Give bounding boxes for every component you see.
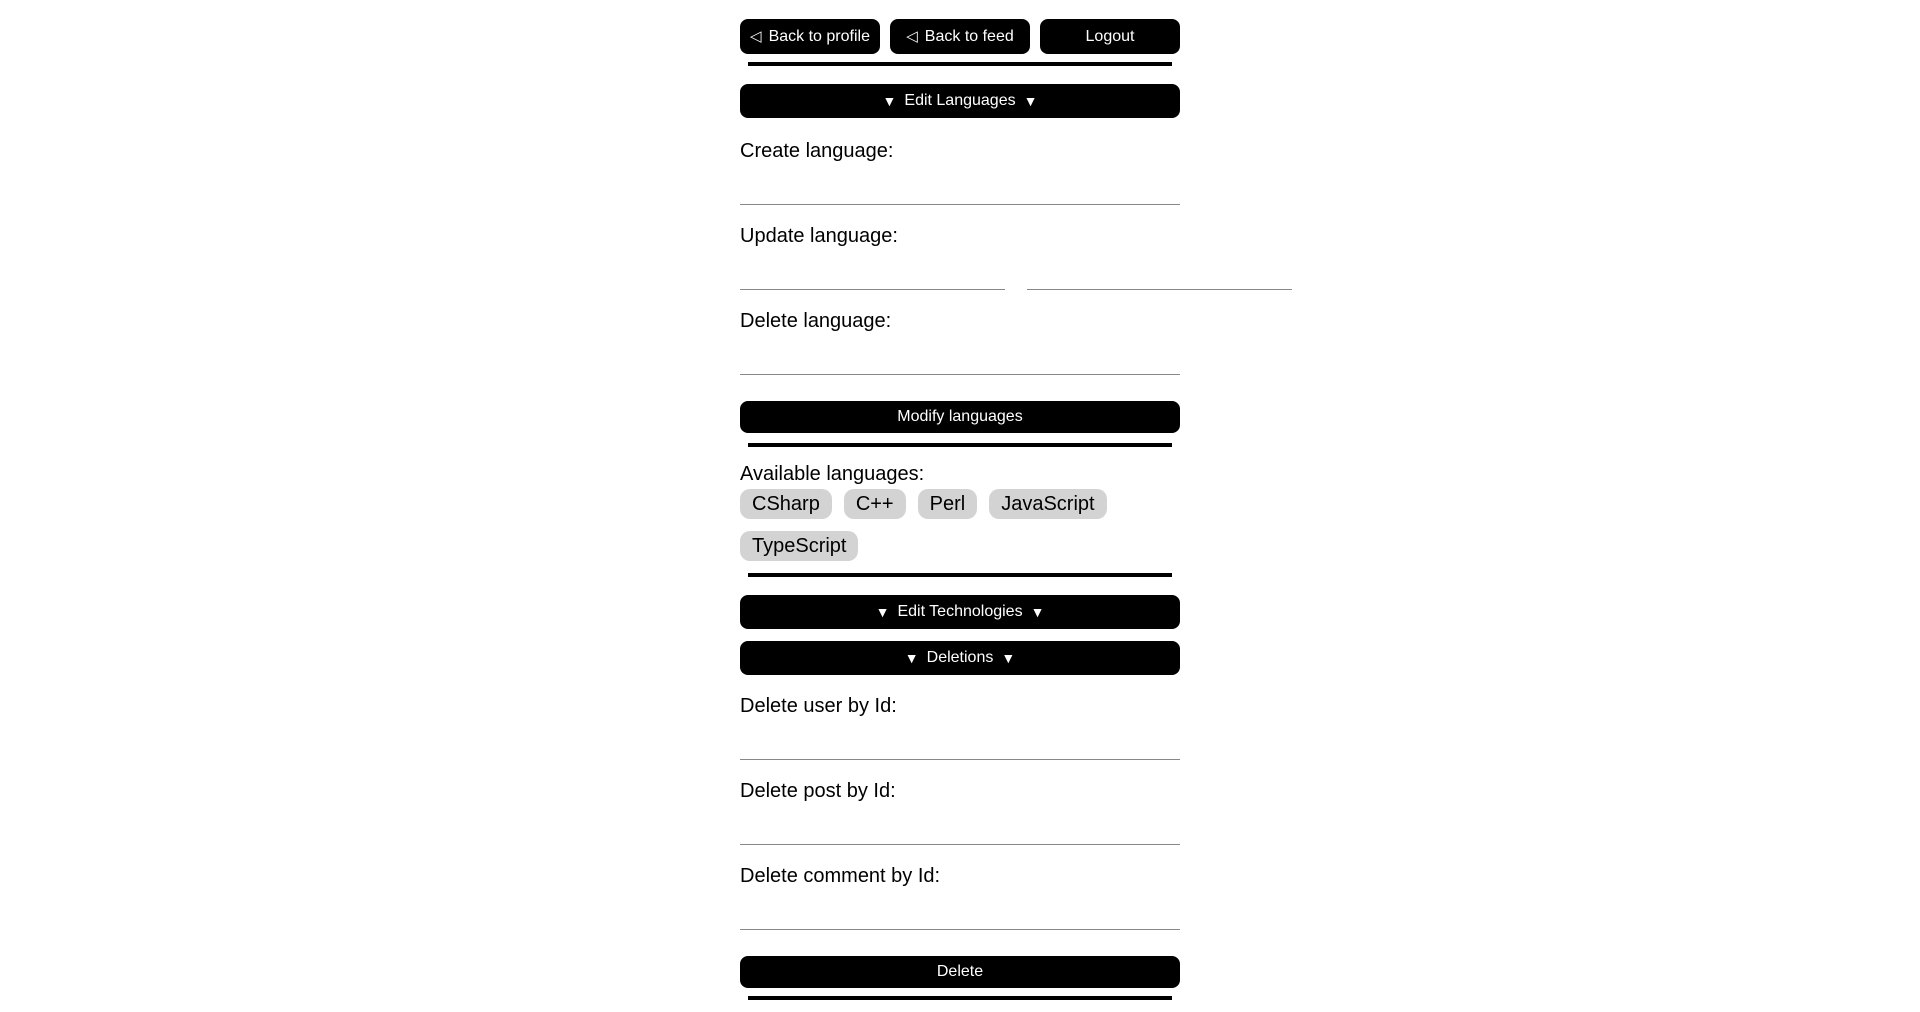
divider xyxy=(748,443,1172,447)
caret-down-icon: ▼ xyxy=(875,604,890,620)
create-language-input[interactable] xyxy=(740,163,1180,205)
back-to-feed-button[interactable] xyxy=(890,19,1030,54)
delete-user-id-input[interactable] xyxy=(740,718,1180,760)
language-chip: TypeScript xyxy=(740,531,858,561)
edit-technologies-title: Edit Technologies xyxy=(897,603,1023,620)
delete-comment-id-input[interactable] xyxy=(740,888,1180,930)
available-languages-label: Available languages: xyxy=(740,463,925,485)
caret-down-icon: ▼ xyxy=(1001,650,1016,666)
delete-post-id-input[interactable] xyxy=(740,803,1180,845)
update-language-old-input[interactable] xyxy=(740,248,1005,290)
divider xyxy=(748,62,1172,66)
back-to-profile-label: Back to profile xyxy=(768,27,870,45)
modify-languages-button[interactable] xyxy=(740,401,1180,433)
delete-post-label: Delete post by Id: xyxy=(740,780,896,802)
deletions-toggle[interactable] xyxy=(740,641,1180,675)
delete-button-label: Delete xyxy=(936,963,984,980)
back-to-profile-button[interactable] xyxy=(740,19,880,54)
delete-language-label: Delete language: xyxy=(740,310,892,332)
create-language-label: Create language: xyxy=(740,140,894,162)
caret-down-icon: ▼ xyxy=(1023,93,1038,109)
update-language-inputs xyxy=(740,248,1180,290)
language-chip: JavaScript xyxy=(989,489,1106,519)
update-language-label: Update language: xyxy=(740,225,898,247)
main-column xyxy=(740,0,1180,1000)
edit-languages-title: Edit Languages xyxy=(904,92,1016,109)
logout-button[interactable] xyxy=(1040,19,1180,54)
language-chip-list xyxy=(740,489,1180,561)
caret-down-icon: ▼ xyxy=(882,93,897,109)
delete-comment-label: Delete comment by Id: xyxy=(740,865,941,887)
language-chip: CSharp xyxy=(740,489,832,519)
deletions-title: Deletions xyxy=(926,649,994,666)
caret-down-icon: ▼ xyxy=(1030,604,1045,620)
language-chip: Perl xyxy=(918,489,978,519)
logout-label: Logout xyxy=(1085,27,1135,45)
divider xyxy=(748,573,1172,577)
back-triangle-icon: ◁ xyxy=(906,28,918,45)
delete-language-input[interactable] xyxy=(740,333,1180,375)
back-triangle-icon: ◁ xyxy=(750,28,762,45)
delete-button[interactable] xyxy=(740,956,1180,988)
edit-technologies-toggle[interactable] xyxy=(740,595,1180,629)
edit-languages-toggle[interactable] xyxy=(740,84,1180,118)
caret-down-icon: ▼ xyxy=(904,650,919,666)
divider xyxy=(748,996,1172,1000)
update-language-new-input[interactable] xyxy=(1027,248,1292,290)
toolbar xyxy=(740,19,1180,54)
back-to-feed-label: Back to feed xyxy=(924,27,1014,45)
language-chip: C++ xyxy=(844,489,906,519)
modify-languages-label: Modify languages xyxy=(897,408,1023,425)
delete-user-label: Delete user by Id: xyxy=(740,695,897,717)
